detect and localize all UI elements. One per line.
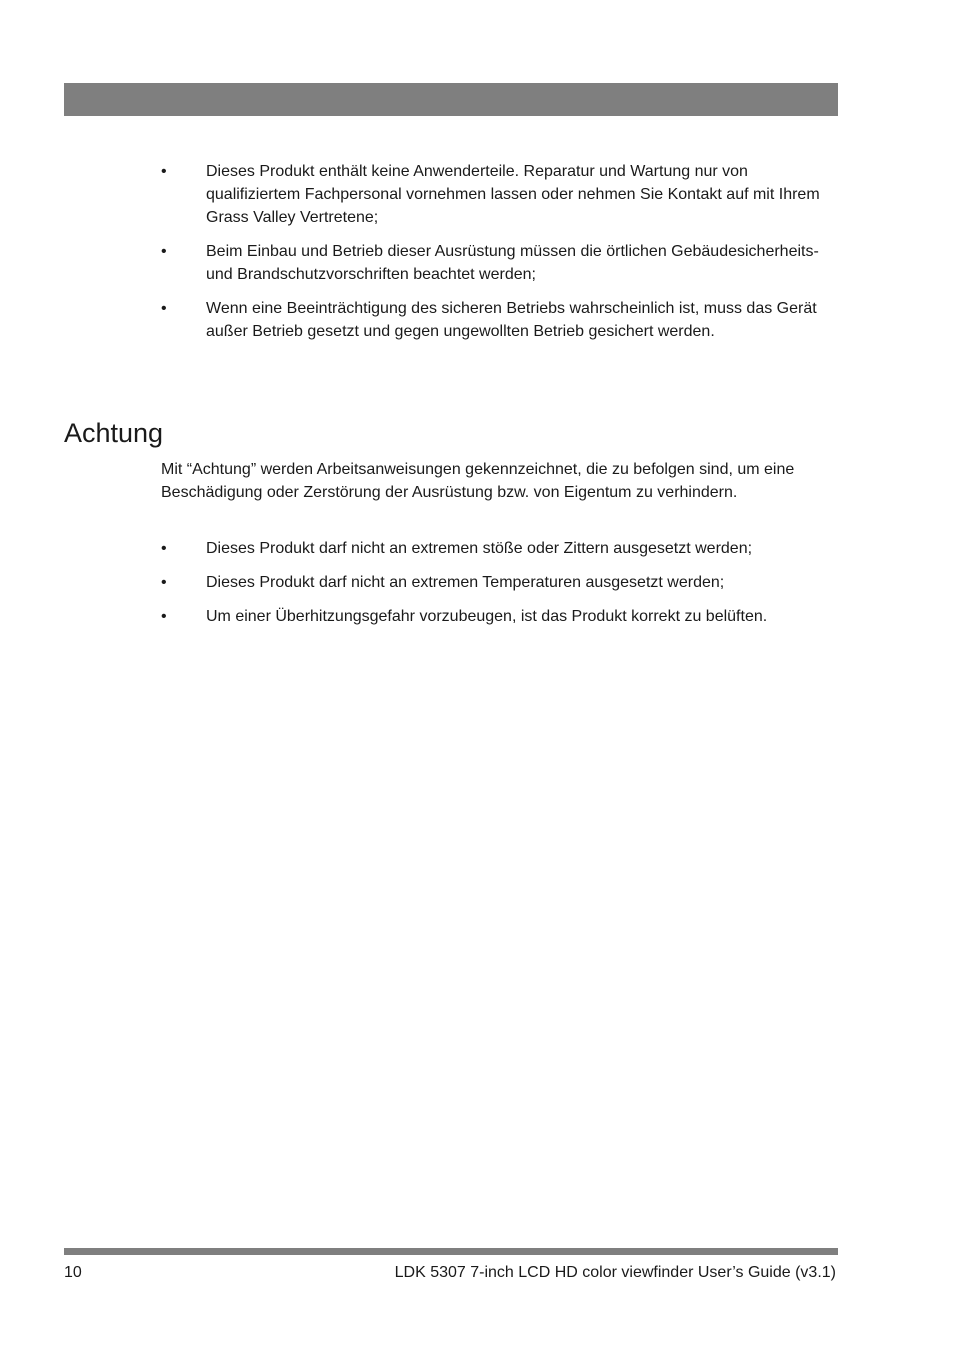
- safety-list: [161, 160, 841, 354]
- bullet: •: [161, 243, 167, 260]
- achtung-list: [161, 537, 841, 639]
- list-item: [161, 297, 841, 343]
- list-item-text: Beim Einbau und Betrieb dieser Ausrüstung müssen die örtlichen Gebäudesicherheits- und Brandschutzvorschriften beachtet werden;: [206, 243, 819, 283]
- list-item: [161, 537, 841, 560]
- section-intro: Mit “Achtung” werden Arbeitsanweisungen gekennzeichnet, die zu befolgen sind, um eine Beschädigung oder Zerstörung der Ausrüstung bzw. von Eigentum zu verhindern.: [161, 461, 795, 501]
- bullet: •: [161, 574, 167, 591]
- footer-bar: [64, 1248, 838, 1255]
- list-item-text: Wenn eine Beeinträchtigung des sicheren Betriebs wahrscheinlich ist, muss das Gerät außer Betrieb gesetzt und gegen ungewollten Betrieb gesichert werden.: [206, 300, 817, 340]
- bullet: •: [161, 163, 167, 180]
- bullet: •: [161, 300, 167, 317]
- list-item: [161, 160, 841, 229]
- list-item: [161, 571, 841, 594]
- list-item-text: Dieses Produkt darf nicht an extremen Temperaturen ausgesetzt werden;: [206, 574, 725, 591]
- header-bar: [64, 83, 838, 116]
- list-item: [161, 605, 841, 628]
- footer-title: LDK 5307 7-inch LCD HD color viewfinder User’s Guide (v3.1): [394, 1264, 836, 1281]
- list-item-text: Dieses Produkt enthält keine Anwenderteile. Reparatur und Wartung nur von qualifiziertem Fachpersonal vornehmen lassen oder nehmen Sie Kontakt auf mit Ihrem Grass Valley Vertretene;: [206, 163, 820, 226]
- bullet: •: [161, 608, 167, 625]
- list-item-text: Um einer Überhitzungsgefahr vorzubeugen, ist das Produkt korrekt zu belüften.: [206, 608, 768, 625]
- bullet: •: [161, 540, 167, 557]
- list-item-text: Dieses Produkt darf nicht an extremen stöße oder Zittern ausgesetzt werden;: [206, 540, 753, 557]
- list-item: [161, 240, 841, 286]
- page-number: 10: [64, 1264, 82, 1281]
- section-heading: Achtung: [64, 418, 164, 448]
